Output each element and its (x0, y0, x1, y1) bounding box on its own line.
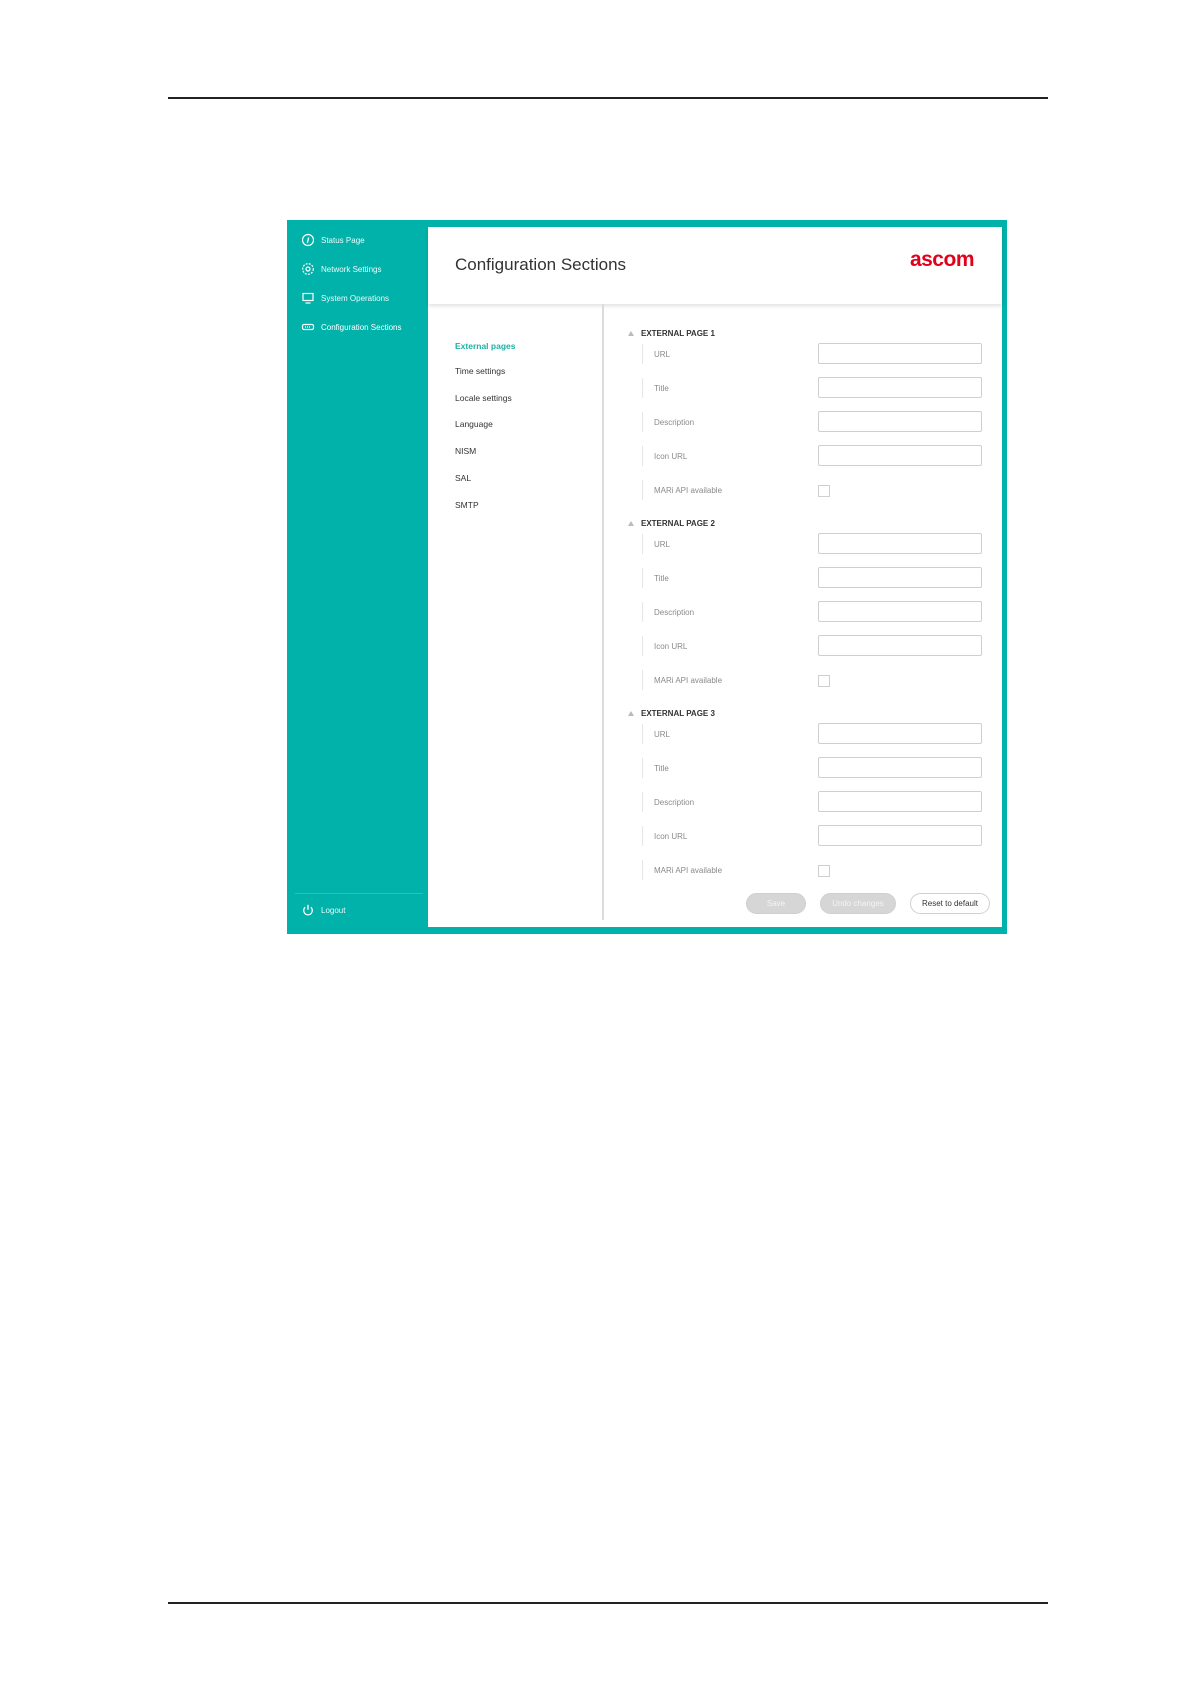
subnav-item-language[interactable]: Language (455, 419, 493, 429)
section-title: EXTERNAL PAGE 2 (641, 519, 715, 528)
app-window (287, 220, 1007, 934)
row-divider (642, 446, 643, 466)
page-title: Configuration Sections (455, 255, 627, 274)
description-input[interactable] (818, 601, 982, 622)
sidebar-item-label: Status Page (321, 235, 365, 245)
mari-api-checkbox[interactable] (818, 865, 830, 877)
subnav-item-time-settings[interactable]: Time settings (455, 366, 506, 376)
page-bottom-rule (168, 1602, 1048, 1604)
section-header-external-page-3[interactable] (628, 709, 715, 718)
description-input[interactable] (818, 411, 982, 432)
description-input[interactable] (818, 791, 982, 812)
config-icon (301, 320, 315, 334)
section-header-external-page-1[interactable] (628, 329, 715, 338)
sidebar-item-status-page[interactable] (301, 233, 365, 247)
row-divider (642, 636, 643, 656)
description-label: Description (654, 418, 695, 427)
sidebar-item-label: Network Settings (321, 264, 382, 274)
title-input[interactable] (818, 757, 982, 778)
row-divider (642, 480, 643, 500)
title-label: Title (654, 764, 669, 773)
row-divider (642, 758, 643, 778)
content-area (606, 304, 1002, 927)
title-input[interactable] (818, 377, 982, 398)
icon-url-label: Icon URL (654, 642, 688, 651)
mari-api-checkbox[interactable] (818, 485, 830, 497)
subnav-item-external-pages[interactable]: External pages (455, 341, 516, 351)
mari-api-checkbox[interactable] (818, 675, 830, 687)
description-label: Description (654, 798, 695, 807)
gear-icon (301, 262, 315, 276)
url-label: URL (654, 730, 671, 739)
row-divider (642, 860, 643, 880)
main-panel (428, 227, 1002, 927)
row-divider (642, 568, 643, 588)
mari-api-label: MARi API available (654, 866, 723, 875)
row-divider (642, 670, 643, 690)
icon-url-input[interactable] (818, 445, 982, 466)
section-title: EXTERNAL PAGE 1 (641, 329, 715, 338)
section-header-external-page-2[interactable] (628, 519, 715, 528)
subnav-item-smtp[interactable]: SMTP (455, 500, 479, 510)
title-label: Title (654, 574, 669, 583)
sidebar-item-label: System Operations (321, 293, 390, 303)
sidebar-item-network-settings[interactable] (301, 262, 381, 276)
save-button[interactable]: Save (746, 893, 806, 914)
description-label: Description (654, 608, 695, 617)
icon-url-input[interactable] (818, 825, 982, 846)
row-divider (642, 412, 643, 432)
title-label: Title (654, 384, 669, 393)
row-divider (642, 792, 643, 812)
sidebar (287, 220, 427, 934)
header (428, 227, 1002, 304)
subnav-item-locale-settings[interactable]: Locale settings (455, 393, 512, 403)
page-top-rule (168, 97, 1048, 99)
collapse-triangle-icon (628, 711, 634, 716)
reset-to-default-button[interactable]: Reset to default (910, 893, 990, 914)
row-divider (642, 534, 643, 554)
collapse-triangle-icon (628, 331, 634, 336)
section-nav (428, 304, 604, 920)
row-divider (642, 602, 643, 622)
url-input[interactable] (818, 723, 982, 744)
collapse-triangle-icon (628, 521, 634, 526)
row-divider (642, 724, 643, 744)
mari-api-label: MARi API available (654, 486, 723, 495)
url-input[interactable] (818, 533, 982, 554)
title-input[interactable] (818, 567, 982, 588)
sidebar-item-configuration-sections[interactable] (301, 320, 402, 334)
sidebar-item-system-operations[interactable] (301, 291, 389, 305)
icon-url-label: Icon URL (654, 452, 688, 461)
url-label: URL (654, 350, 671, 359)
icon-url-label: Icon URL (654, 832, 688, 841)
section-title: EXTERNAL PAGE 3 (641, 709, 715, 718)
monitor-icon (301, 291, 315, 305)
sidebar-item-label: Configuration Sections (321, 322, 402, 332)
logout-button[interactable] (301, 903, 345, 917)
url-input[interactable] (818, 343, 982, 364)
mari-api-label: MARi API available (654, 676, 723, 685)
row-divider (642, 826, 643, 846)
sidebar-divider (295, 893, 423, 894)
info-icon (301, 233, 315, 247)
subnav-item-nism[interactable]: NISM (455, 446, 477, 456)
url-label: URL (654, 540, 671, 549)
undo-changes-button[interactable]: Undo changes (820, 893, 896, 914)
icon-url-input[interactable] (818, 635, 982, 656)
power-icon (301, 903, 315, 917)
row-divider (642, 344, 643, 364)
logout-label: Logout (321, 905, 346, 915)
subnav-item-sal[interactable]: SAL (455, 473, 472, 483)
ascom-logo: ascom (909, 248, 974, 271)
row-divider (642, 378, 643, 398)
